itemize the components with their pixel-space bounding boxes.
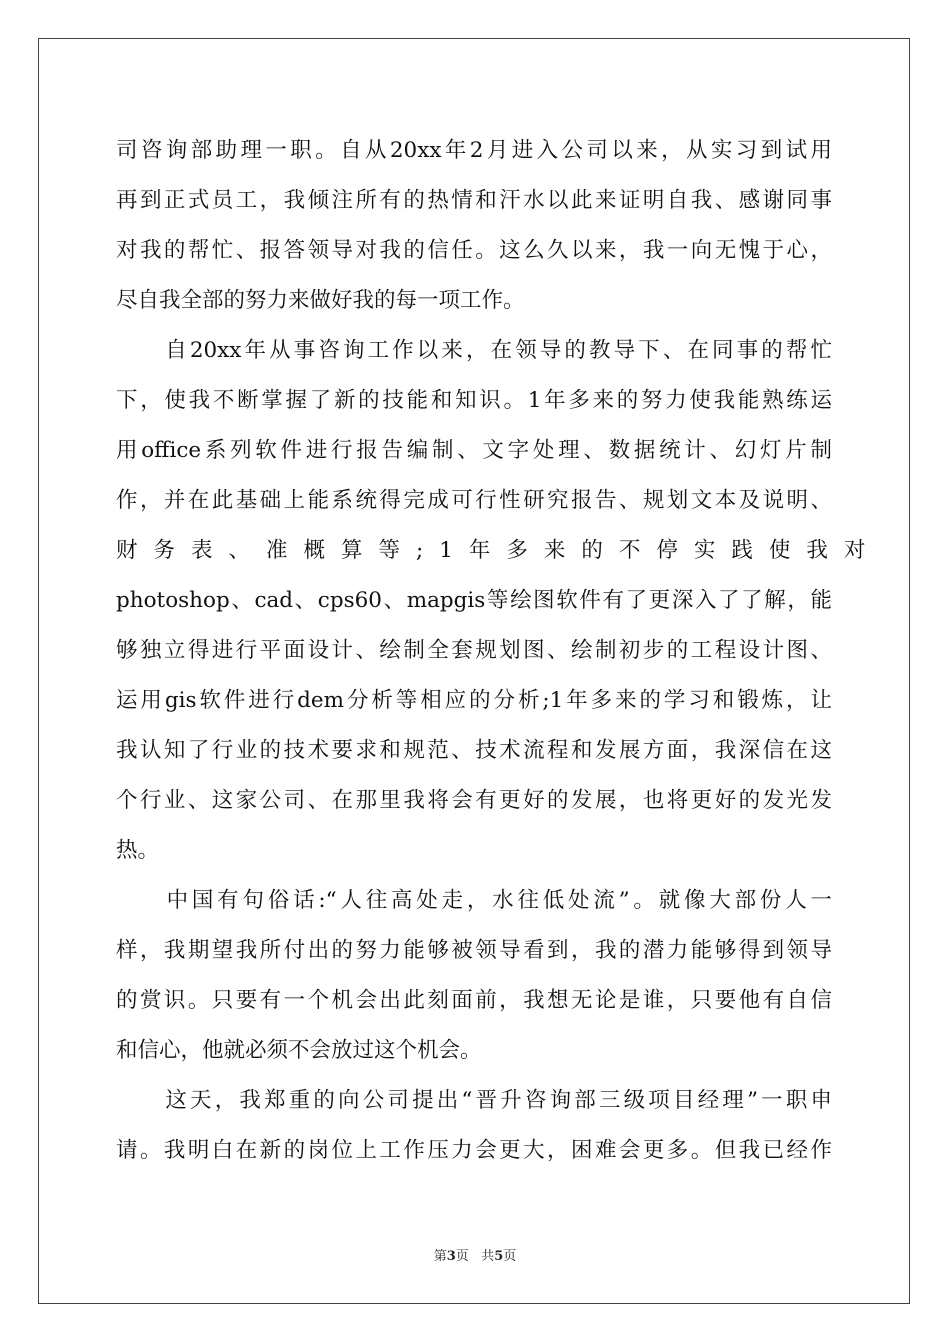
text-line: 我认知了行业的技术要求和规范、技术流程和发展方面，我深信在这 bbox=[116, 738, 832, 763]
footer-total-prefix: 共 bbox=[481, 1249, 495, 1264]
text-line: 运用gis软件进行dem分析等相应的分析;1年多来的学习和锻炼，让 bbox=[116, 688, 832, 713]
text-line: 请。我明白在新的岗位上工作压力会更大，困难会更多。但我已经作 bbox=[116, 1138, 832, 1163]
text-line: 自20xx年从事咨询工作以来，在领导的教导下、在同事的帮忙 bbox=[116, 338, 832, 363]
total-pages-number: 5 bbox=[494, 1249, 504, 1264]
current-page-number: 3 bbox=[446, 1249, 456, 1264]
text-line: 和信心，他就必须不会放过这个机会。 bbox=[116, 1038, 482, 1063]
text-line: 再到正式员工，我倾注所有的热情和汗水以此来证明自我、感谢同事 bbox=[116, 188, 832, 213]
text-line: 对我的帮忙、报答领导对我的信任。这么久以来，我一向无愧于心， bbox=[116, 238, 832, 263]
text-line: 这天，我郑重的向公司提出“晋升咨询部三级项目经理”一职申 bbox=[116, 1088, 832, 1113]
text-line: 中国有句俗话:“人往高处走，水往低处流”。就像大部份人一 bbox=[116, 888, 832, 913]
text-line: 样，我期望我所付出的努力能够被领导看到，我的潜力能够得到领导 bbox=[116, 938, 832, 963]
text-line: 财务表、准概算等;1年多来的不停实践使我对 bbox=[116, 538, 882, 563]
footer-page-unit: 页 bbox=[455, 1249, 469, 1264]
text-line: photoshop、cad、cps60、mapgis等绘图软件有了更深入了了解，能 bbox=[116, 588, 832, 613]
text-line: 个行业、这家公司、在那里我将会有更好的发展，也将更好的发光发 bbox=[116, 788, 832, 813]
page-footer bbox=[0, 1245, 950, 1264]
footer-total-unit: 页 bbox=[503, 1249, 517, 1264]
text-line: 用office系列软件进行报告编制、文字处理、数据统计、幻灯片制 bbox=[116, 438, 832, 463]
text-line: 下，使我不断掌握了新的技能和知识。1年多来的努力使我能熟练运 bbox=[116, 388, 832, 413]
footer-prefix: 第 bbox=[433, 1249, 447, 1264]
text-line: 司咨询部助理一职。自从20xx年2月进入公司以来，从实习到试用 bbox=[116, 138, 832, 163]
document-body bbox=[116, 126, 882, 1176]
text-line: 够独立得进行平面设计、绘制全套规划图、绘制初步的工程设计图、 bbox=[116, 638, 832, 663]
text-line: 尽自我全部的努力来做好我的每一项工作。 bbox=[116, 288, 525, 313]
text-line: 热。 bbox=[116, 838, 160, 863]
text-line: 作，并在此基础上能系统得完成可行性研究报告、规划文本及说明、 bbox=[116, 488, 832, 513]
text-line: 的赏识。只要有一个机会出此刻面前，我想无论是谁，只要他有自信 bbox=[116, 988, 832, 1013]
